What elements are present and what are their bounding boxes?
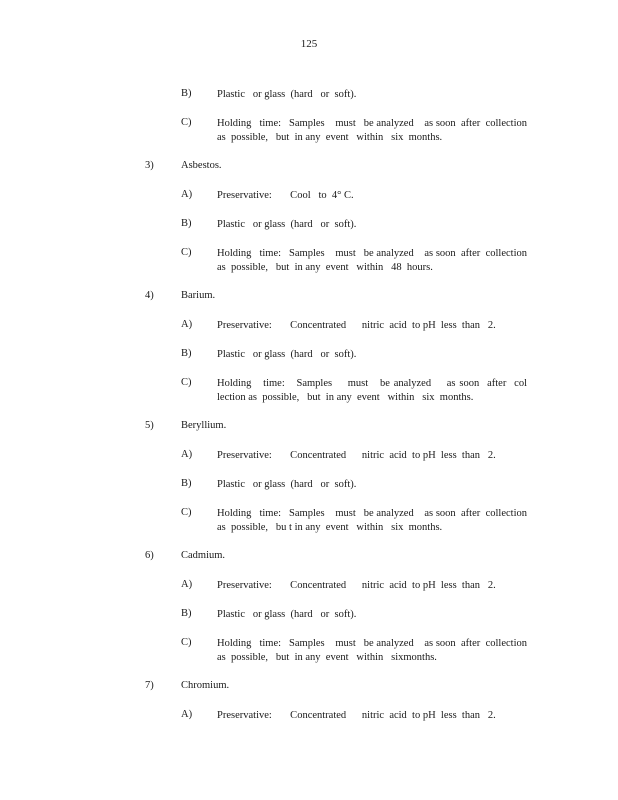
list-item: [0, 608, 618, 622]
item-text: Preservative: Cool to 4° C.: [217, 190, 354, 201]
item-text: Plastic or glass (hard or soft).: [217, 479, 357, 490]
list-item: [0, 637, 618, 665]
list-item: [0, 218, 618, 232]
list-item: [0, 348, 618, 362]
item-label: C): [181, 377, 192, 388]
section-heading: [0, 290, 618, 304]
item-text: Plastic or glass (hard or soft).: [217, 349, 357, 360]
item-text: Preservative: Concentrated nitric acid to pH less than 2.: [217, 710, 496, 721]
item-label: C): [181, 117, 192, 128]
section-heading: [0, 420, 618, 434]
item-label: A): [181, 579, 193, 590]
section-number: 7): [145, 680, 154, 691]
item-label: B): [181, 608, 192, 619]
list-item: [0, 247, 618, 275]
section-title: Cadmium.: [181, 550, 226, 561]
section-asbestos: [0, 160, 618, 275]
item-label: B): [181, 478, 192, 489]
section-heading: [0, 160, 618, 174]
list-item: [0, 189, 618, 203]
section-title: Chromium.: [181, 680, 230, 691]
list-item: [0, 507, 618, 535]
item-label: A): [181, 709, 193, 720]
document-content: [0, 88, 618, 738]
item-text: Holding time: Samples must be analyzed as soon after collection as possible, bu t in any event within six months.: [217, 508, 530, 533]
list-item: [0, 117, 618, 145]
item-label: A): [181, 319, 193, 330]
list-item: [0, 709, 618, 723]
item-text: Preservative: Concentrated nitric acid to pH less than 2.: [217, 320, 496, 331]
item-text: Preservative: Concentrated nitric acid to pH less than 2.: [217, 450, 496, 461]
item-label: C): [181, 247, 192, 258]
item-label: B): [181, 348, 192, 359]
section-title: Beryllium.: [181, 420, 227, 431]
item-label: B): [181, 218, 192, 229]
item-text: Holding time: Samples must be analyzed as soon after collection as possible, but in any event within 48 hours.: [217, 248, 530, 273]
item-text: Holding time: Samples must be analyzed as soon after col lection as possible, but in any event within six months.: [217, 378, 530, 403]
section-number: 3): [145, 160, 154, 171]
item-text: Holding time: Samples must be analyzed as soon after collection as possible, but in any event within six months.: [217, 118, 530, 143]
section-chromium: [0, 680, 618, 723]
section-number: 4): [145, 290, 154, 301]
item-text: Plastic or glass (hard or soft).: [217, 89, 357, 100]
section-heading: [0, 680, 618, 694]
item-label: B): [181, 88, 192, 99]
item-text: Plastic or glass (hard or soft).: [217, 219, 357, 230]
section-number: 6): [145, 550, 154, 561]
item-text: Holding time: Samples must be analyzed as soon after collection as possible, but in any event within sixmonths.: [217, 638, 530, 663]
list-item: [0, 579, 618, 593]
section-title: Asbestos.: [181, 160, 222, 171]
page-number: 125: [300, 38, 318, 50]
item-label: A): [181, 189, 193, 200]
section-beryllium: [0, 420, 618, 535]
section-cadmium: [0, 550, 618, 665]
item-label: C): [181, 637, 192, 648]
section-barium: [0, 290, 618, 405]
section-number: 5): [145, 420, 154, 431]
list-item: [0, 478, 618, 492]
item-text: Plastic or glass (hard or soft).: [217, 609, 357, 620]
section-title: Barium.: [181, 290, 216, 301]
item-label: C): [181, 507, 192, 518]
list-item: [0, 319, 618, 333]
section-heading: [0, 550, 618, 564]
section-continuation: [0, 88, 618, 145]
list-item: [0, 449, 618, 463]
list-item: [0, 88, 618, 102]
item-text: Preservative: Concentrated nitric acid to pH less than 2.: [217, 580, 496, 591]
item-label: A): [181, 449, 193, 460]
list-item: [0, 377, 618, 405]
